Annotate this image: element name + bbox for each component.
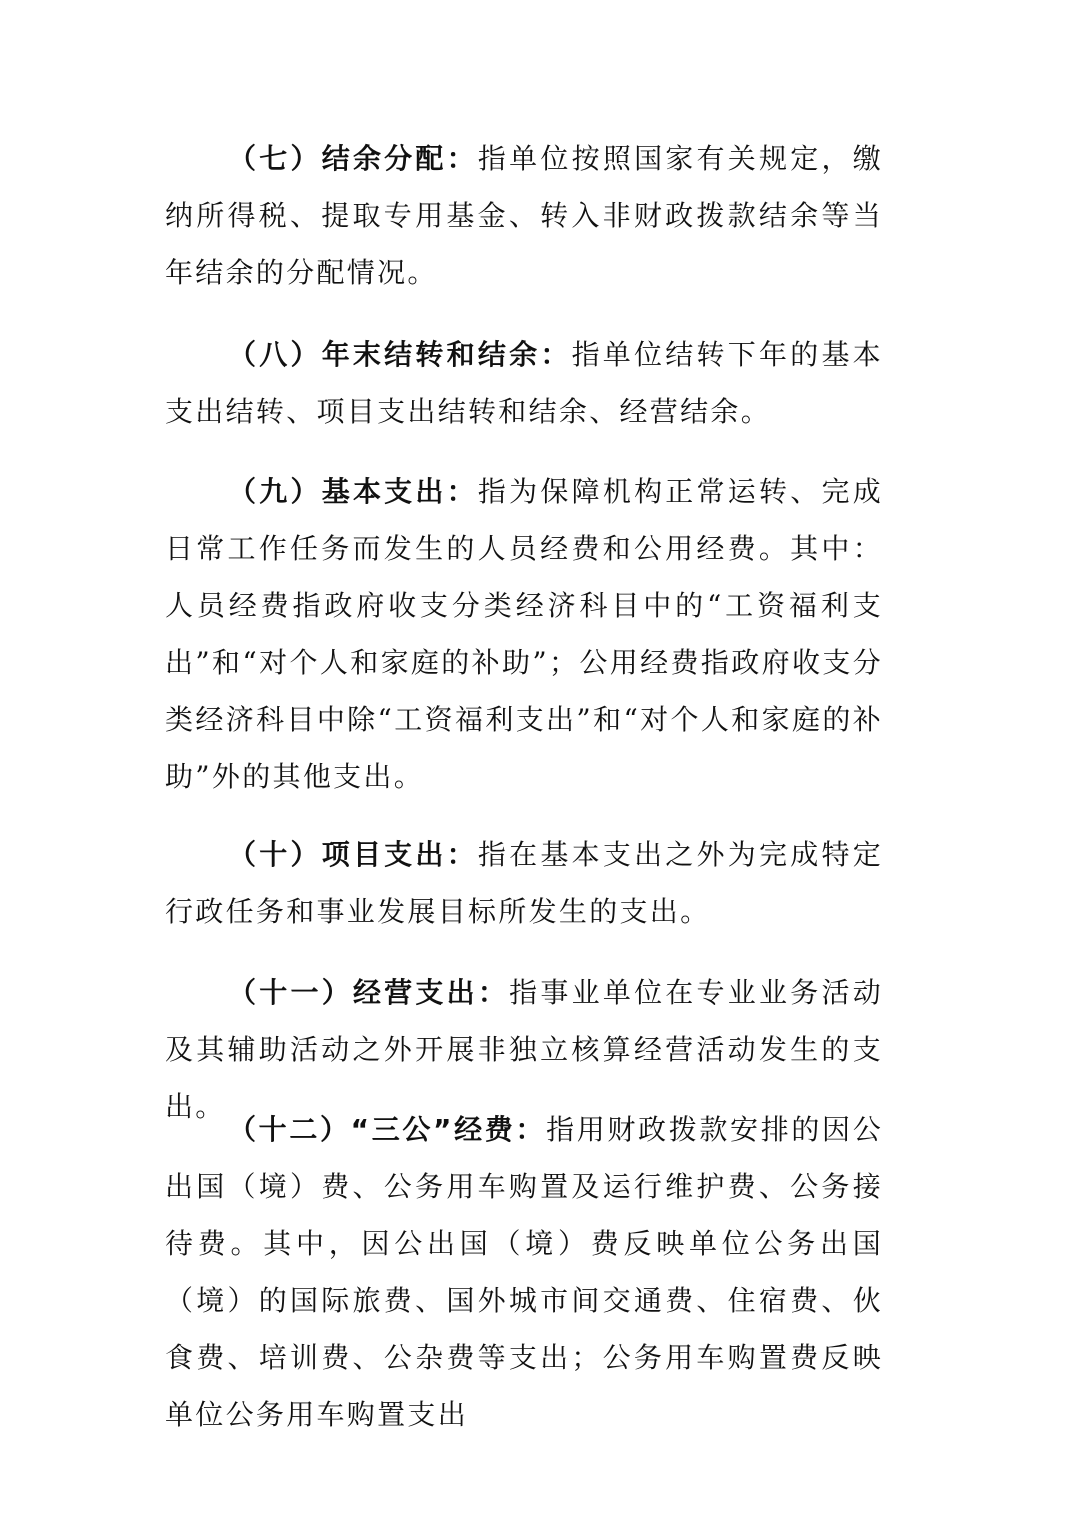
paragraph-surplus-distribution bbox=[165, 130, 883, 301]
term-definition: 指在基本支出之外为完成特定行政任务和事业发展目标所发生的支出。 bbox=[165, 838, 884, 928]
paragraph-three-public-expenses bbox=[165, 1101, 883, 1443]
paragraph-project-expenditure bbox=[165, 826, 883, 940]
term-heading: （十一）经营支出： bbox=[228, 976, 510, 1009]
term-heading: （十）项目支出： bbox=[228, 838, 478, 871]
term-heading: （十二）“三公”经费： bbox=[228, 1113, 547, 1146]
term-heading: （八）年末结转和结余： bbox=[228, 338, 572, 371]
term-heading: （九）基本支出： bbox=[228, 475, 478, 508]
term-definition: 指单位按照国家有关规定，缴纳所得税、提取专用基金、转入非财政拨款结余等当年结余的分配情况。 bbox=[165, 142, 884, 289]
paragraph-basic-expenditure bbox=[165, 463, 883, 805]
term-definition: 指用财政拨款安排的因公出国（境）费、公务用车购置及运行维护费、公务接待费。其中，因公出国（境）费反映单位公务出国（境）的国际旅费、国外城市间交通费、住宿费、伙食费、培训费、公杂费等支出；公务用车购置费反映单位公务用车购置支出 bbox=[165, 1113, 883, 1431]
term-definition: 指为保障机构正常运转、完成日常工作任务而发生的人员经费和公用经费。其中：人员经费指政府收支分类经济科目中的“工资福利支出”和“对个人和家庭的补助”；公用经费指政府收支分类经济科目中除“工资福利支出”和“对个人和家庭的补助”外的其他支出。 bbox=[165, 475, 884, 793]
term-heading: （七）结余分配： bbox=[228, 142, 478, 175]
term-definition: 指单位结转下年的基本支出结转、项目支出结转和结余、经营结余。 bbox=[165, 338, 883, 428]
paragraph-year-end-carryover bbox=[165, 326, 883, 440]
term-definition: 指事业单位在专业业务活动及其辅助活动之外开展非独立核算经营活动发生的支出。 bbox=[165, 976, 884, 1123]
